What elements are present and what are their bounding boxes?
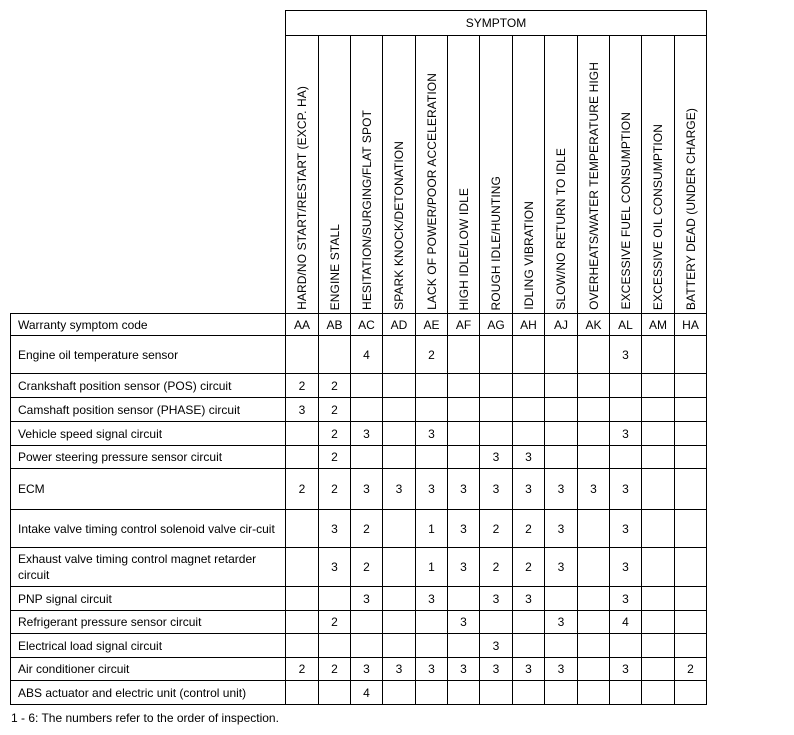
table-cell	[642, 374, 675, 398]
table-cell	[545, 634, 578, 658]
table-cell: 3	[351, 587, 383, 611]
table-cell: 2	[286, 469, 319, 510]
table-cell	[545, 587, 578, 611]
symptom-name: ENGINE STALL	[327, 223, 342, 310]
symptom-name: BATTERY DEAD (UNDER CHARGE)	[683, 107, 698, 310]
table-cell	[545, 374, 578, 398]
warranty-code: AG	[480, 314, 513, 336]
table-cell: 3	[545, 611, 578, 634]
warranty-code: AB	[319, 314, 351, 336]
table-cell	[383, 422, 416, 446]
row-label: Intake valve timing control solenoid valve cir-cuit	[11, 510, 286, 548]
table-cell: 3	[416, 422, 448, 446]
table-cell: 2	[416, 336, 448, 374]
warranty-code: AE	[416, 314, 448, 336]
table-cell	[448, 446, 480, 469]
row-label: Exhaust valve timing control magnet retarder circuit	[11, 548, 286, 587]
table-cell: 2	[480, 510, 513, 548]
table-cell	[383, 611, 416, 634]
table-cell	[448, 634, 480, 658]
table-cell	[545, 681, 578, 705]
symptom-column-header	[448, 36, 480, 314]
warranty-code-row	[11, 314, 707, 336]
table-cell: 3	[610, 658, 642, 681]
table-row	[11, 611, 707, 634]
row-label: Crankshaft position sensor (POS) circuit	[11, 374, 286, 398]
symptom-name: ROUGH IDLE/HUNTING	[489, 175, 503, 310]
table-cell	[610, 446, 642, 469]
table-cell	[578, 658, 610, 681]
table-cell	[578, 548, 610, 587]
table-cell: 3	[319, 510, 351, 548]
table-cell	[286, 634, 319, 658]
table-cell	[286, 446, 319, 469]
table-cell	[675, 469, 707, 510]
table-cell	[642, 548, 675, 587]
row-label: Air conditioner circuit	[11, 658, 286, 681]
table-cell	[513, 611, 545, 634]
table-cell	[383, 374, 416, 398]
table-cell: 3	[448, 469, 480, 510]
table-cell	[448, 681, 480, 705]
table-row	[11, 469, 707, 510]
table-cell	[448, 336, 480, 374]
table-cell	[545, 446, 578, 469]
table-cell	[610, 634, 642, 658]
table-cell	[480, 422, 513, 446]
table-cell: 3	[513, 469, 545, 510]
table-cell: 2	[319, 422, 351, 446]
symptom-header: SYMPTOM	[286, 11, 707, 36]
table-cell	[286, 681, 319, 705]
row-label: Electrical load signal circuit	[11, 634, 286, 658]
table-cell: 3	[610, 510, 642, 548]
row-label: Vehicle speed signal circuit	[11, 422, 286, 446]
table-cell	[416, 398, 448, 422]
table-cell	[642, 446, 675, 469]
table-row	[11, 398, 707, 422]
table-corner	[11, 11, 286, 314]
warranty-code: AD	[383, 314, 416, 336]
symptom-column-header	[351, 36, 383, 314]
row-label: Refrigerant pressure sensor circuit	[11, 611, 286, 634]
table-cell	[351, 446, 383, 469]
warranty-code-label: Warranty symptom code	[11, 314, 286, 336]
table-cell	[610, 374, 642, 398]
table-cell: 2	[286, 658, 319, 681]
table-cell: 3	[416, 469, 448, 510]
symptom-name: HARD/NO START/RESTART (EXCP. HA)	[295, 86, 309, 310]
table-cell	[448, 398, 480, 422]
table-cell	[513, 422, 545, 446]
table-cell	[675, 398, 707, 422]
table-cell	[416, 446, 448, 469]
row-label: Power steering pressure sensor circuit	[11, 446, 286, 469]
table-cell	[383, 548, 416, 587]
table-cell	[675, 510, 707, 548]
table-cell	[383, 510, 416, 548]
table-cell: 3	[480, 446, 513, 469]
table-cell	[513, 398, 545, 422]
table-cell	[545, 422, 578, 446]
table-row	[11, 658, 707, 681]
table-cell: 3	[610, 548, 642, 587]
table-row	[11, 374, 707, 398]
table-cell	[383, 336, 416, 374]
table-cell	[642, 422, 675, 446]
symptom-name: EXCESSIVE FUEL CONSUMPTION	[618, 112, 633, 310]
table-cell: 1	[416, 510, 448, 548]
table-cell	[286, 336, 319, 374]
symptom-name: OVERHEATS/WATER TEMPERATURE HIGH	[586, 62, 601, 310]
table-cell: 3	[416, 658, 448, 681]
warranty-code: AF	[448, 314, 480, 336]
table-cell: 3	[448, 611, 480, 634]
symptom-column-header	[513, 36, 545, 314]
table-cell	[578, 374, 610, 398]
table-cell	[642, 510, 675, 548]
symptom-column-header	[545, 36, 578, 314]
table-cell	[513, 681, 545, 705]
table-cell: 2	[319, 611, 351, 634]
warranty-code: AM	[642, 314, 675, 336]
table-cell	[675, 587, 707, 611]
table-cell	[513, 634, 545, 658]
symptom-column-header	[383, 36, 416, 314]
row-label: ABS actuator and electric unit (control unit)	[11, 681, 286, 705]
table-cell	[351, 398, 383, 422]
table-cell: 4	[351, 336, 383, 374]
table-cell	[675, 548, 707, 587]
warranty-code: AL	[610, 314, 642, 336]
table-row	[11, 634, 707, 658]
table-cell: 3	[545, 469, 578, 510]
symptom-name: SLOW/NO RETURN TO IDLE	[554, 148, 568, 310]
row-label: Engine oil temperature sensor	[11, 336, 286, 374]
table-cell: 1	[416, 548, 448, 587]
symptom-column-header	[319, 36, 351, 314]
table-cell	[578, 422, 610, 446]
table-cell: 3	[578, 469, 610, 510]
table-cell	[642, 336, 675, 374]
table-cell: 2	[319, 374, 351, 398]
table-cell	[675, 374, 707, 398]
symptom-column-header	[610, 36, 642, 314]
table-cell	[675, 422, 707, 446]
table-cell	[286, 510, 319, 548]
table-cell: 2	[675, 658, 707, 681]
table-cell	[480, 611, 513, 634]
table-row	[11, 446, 707, 469]
table-cell: 3	[448, 548, 480, 587]
table-cell: 3	[545, 548, 578, 587]
table-cell	[286, 587, 319, 611]
table-cell	[480, 374, 513, 398]
table-cell	[642, 469, 675, 510]
table-cell: 3	[416, 587, 448, 611]
table-cell	[319, 634, 351, 658]
warranty-code: AA	[286, 314, 319, 336]
table-cell	[610, 398, 642, 422]
table-cell: 3	[513, 658, 545, 681]
table-cell	[610, 681, 642, 705]
table-cell: 4	[351, 681, 383, 705]
footnote: 1 - 6: The numbers refer to the order of inspection.	[11, 711, 279, 725]
table-cell	[383, 634, 416, 658]
table-cell	[578, 611, 610, 634]
table-cell	[416, 634, 448, 658]
table-cell: 3	[448, 658, 480, 681]
table-cell	[642, 634, 675, 658]
symptom-column-header	[416, 36, 448, 314]
symptom-name: SPARK KNOCK/DETONATION	[392, 141, 406, 310]
table-row	[11, 336, 707, 374]
table-cell	[578, 398, 610, 422]
warranty-code: HA	[675, 314, 707, 336]
table-cell: 3	[480, 469, 513, 510]
warranty-code: AH	[513, 314, 545, 336]
table-cell: 3	[610, 422, 642, 446]
table-cell	[448, 374, 480, 398]
symptom-column-header	[578, 36, 610, 314]
table-cell	[642, 587, 675, 611]
table-cell	[642, 658, 675, 681]
table-cell: 3	[351, 658, 383, 681]
table-cell	[351, 374, 383, 398]
table-cell	[513, 336, 545, 374]
table-cell	[578, 446, 610, 469]
table-cell	[480, 336, 513, 374]
symptom-name: HESITATION/SURGING/FLAT SPOT	[359, 110, 374, 310]
table-cell	[675, 634, 707, 658]
symptom-name: EXCESSIVE OIL CONSUMPTION	[651, 123, 665, 310]
table-cell: 3	[319, 548, 351, 587]
table-cell: 2	[319, 658, 351, 681]
table-cell	[383, 398, 416, 422]
table-cell	[416, 611, 448, 634]
table-cell	[383, 681, 416, 705]
table-cell	[642, 611, 675, 634]
table-row	[11, 681, 707, 705]
symptom-column-header	[642, 36, 675, 314]
table-cell: 3	[383, 658, 416, 681]
table-cell	[383, 587, 416, 611]
table-cell: 2	[513, 510, 545, 548]
table-cell: 3	[610, 469, 642, 510]
table-cell	[448, 587, 480, 611]
table-cell	[319, 336, 351, 374]
table-cell	[513, 374, 545, 398]
symptom-name: LACK OF POWER/POOR ACCELERATION	[424, 73, 439, 310]
table-cell	[319, 681, 351, 705]
table-cell: 3	[480, 587, 513, 611]
table-cell: 3	[610, 336, 642, 374]
symptom-column-header	[675, 36, 707, 314]
table-cell: 4	[610, 611, 642, 634]
table-cell	[351, 634, 383, 658]
table-cell: 2	[480, 548, 513, 587]
table-cell	[286, 548, 319, 587]
table-cell	[642, 398, 675, 422]
table-cell	[578, 587, 610, 611]
table-cell: 3	[513, 587, 545, 611]
table-row	[11, 510, 707, 548]
table-cell: 3	[513, 446, 545, 469]
table-cell	[675, 336, 707, 374]
table-cell	[545, 398, 578, 422]
row-label: Camshaft position sensor (PHASE) circuit	[11, 398, 286, 422]
table-cell	[578, 510, 610, 548]
table-cell	[448, 422, 480, 446]
row-label: PNP signal circuit	[11, 587, 286, 611]
table-cell: 3	[286, 398, 319, 422]
warranty-code: AK	[578, 314, 610, 336]
table-cell: 3	[480, 634, 513, 658]
row-label: ECM	[11, 469, 286, 510]
symptom-table	[10, 10, 707, 705]
table-cell	[675, 611, 707, 634]
table-cell	[545, 336, 578, 374]
table-row	[11, 548, 707, 587]
table-cell	[675, 681, 707, 705]
table-cell: 3	[610, 587, 642, 611]
table-cell: 3	[351, 469, 383, 510]
table-cell: 2	[351, 548, 383, 587]
table-cell: 3	[545, 658, 578, 681]
table-cell	[286, 422, 319, 446]
symptom-column-header	[480, 36, 513, 314]
table-cell: 3	[448, 510, 480, 548]
table-cell	[416, 374, 448, 398]
table-cell: 2	[319, 398, 351, 422]
symptom-column-header	[286, 36, 319, 314]
warranty-code: AJ	[545, 314, 578, 336]
table-cell: 2	[286, 374, 319, 398]
table-cell: 2	[351, 510, 383, 548]
table-cell	[480, 681, 513, 705]
symptom-name: HIGH IDLE/LOW IDLE	[456, 187, 471, 310]
table-cell: 3	[351, 422, 383, 446]
table-cell	[286, 611, 319, 634]
table-cell	[319, 587, 351, 611]
table-cell	[675, 446, 707, 469]
table-cell: 2	[319, 446, 351, 469]
table-cell	[383, 446, 416, 469]
table-cell	[480, 398, 513, 422]
table-cell	[642, 681, 675, 705]
table-cell: 3	[480, 658, 513, 681]
table-cell	[416, 681, 448, 705]
table-cell	[351, 611, 383, 634]
table-cell: 2	[513, 548, 545, 587]
symptom-name: IDLING VIBRATION	[521, 201, 536, 310]
warranty-code: AC	[351, 314, 383, 336]
table-cell: 3	[383, 469, 416, 510]
table-row	[11, 422, 707, 446]
table-cell	[578, 634, 610, 658]
table-row	[11, 587, 707, 611]
table-cell	[578, 681, 610, 705]
table-cell: 3	[545, 510, 578, 548]
table-cell	[578, 336, 610, 374]
table-cell: 2	[319, 469, 351, 510]
